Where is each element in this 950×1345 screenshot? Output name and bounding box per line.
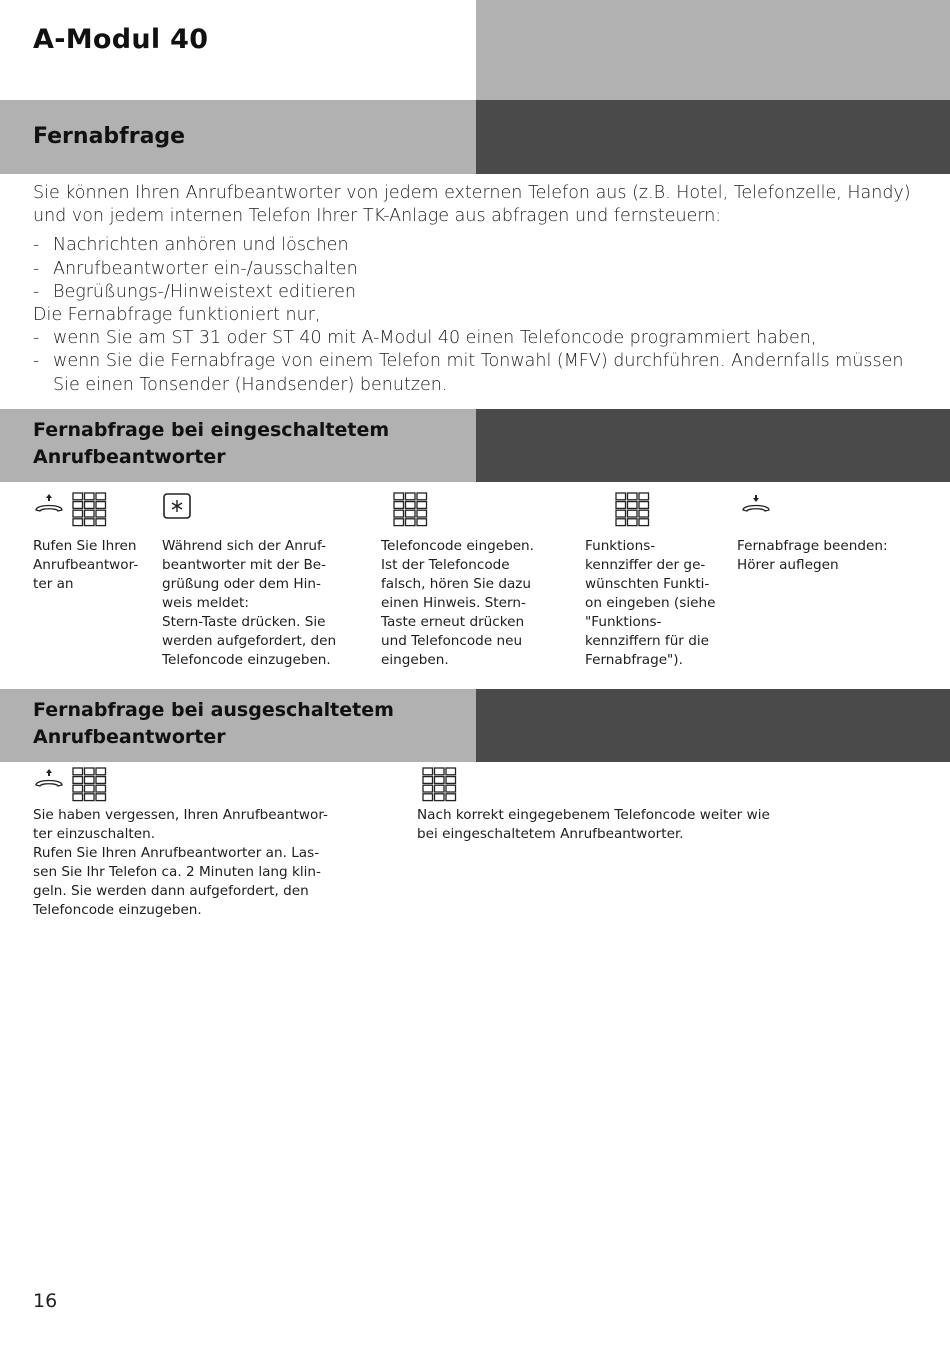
step-text (162, 537, 372, 670)
intro-paragraph: Sie können Ihren Anrufbeantworter von jedem externen Telefon aus (z.B. Hotel, Telefonzelle, Handy) und von jedem internen Telefon Ihrer TK-Anlage aus abfragen und fernsteuern: (33, 183, 911, 227)
list-item: - wenn Sie am ST 31 oder ST 40 mit A-Modul 40 einen Telefoncode programmiert haben, (33, 327, 913, 350)
text-line: Telefoncode einzugeben. (33, 902, 202, 918)
text-line: "Funktions- (585, 614, 662, 630)
condition-lead: Die Fernabfrage funktioniert nur, (33, 305, 321, 326)
heading-line: Fernabfrage bei ausgeschaltetem (33, 699, 394, 721)
handset-lift-icon (34, 493, 64, 517)
text-line: Sie haben vergessen, Ihren Anrufbeantwor- (33, 807, 328, 823)
step-text (585, 537, 735, 670)
text-line: und Telefoncode neu (381, 633, 523, 649)
handset-hangup-icon (741, 493, 771, 517)
heading-line: Anrufbeantworter (33, 726, 226, 748)
text-line: Ist der Telefoncode (381, 557, 510, 573)
text-line: falsch, hören Sie dazu (381, 576, 532, 592)
text-line: Hörer auflegen (737, 557, 839, 573)
step-text (737, 537, 937, 575)
text-line: Funktions- (585, 538, 656, 554)
band-dark-part (476, 409, 950, 482)
keypad-icon (72, 767, 108, 803)
list-item-text: Nachrichten anhören und löschen (53, 235, 349, 256)
text-line: bei eingeschaltetem Anrufbeantworter. (417, 826, 684, 842)
step-text (33, 537, 158, 594)
heading-line: Anrufbeantworter (33, 446, 226, 468)
section-heading-off (33, 697, 394, 751)
text-line: Stern-Taste drücken. Sie (162, 614, 326, 630)
page-number: 16 (33, 1290, 58, 1312)
star-key-icon (163, 493, 191, 519)
text-line: Fernabfrage beenden: (737, 538, 888, 554)
list-item: - wenn Sie die Fernabfrage von einem Telefon mit Tonwahl (MFV) durchführen. Andernfalls müssen Sie einen Tonsender (Handsender) benutzen. (33, 350, 913, 396)
band-dark-part (476, 689, 950, 762)
handset-lift-icon (34, 768, 64, 792)
section-heading-on (33, 417, 389, 471)
text-line: weis meldet: (162, 595, 249, 611)
text-line: Rufen Sie Ihren Anrufbeantworter an. Las- (33, 845, 320, 861)
text-line: wünschten Funkti- (585, 576, 710, 592)
band-dark-part (476, 100, 950, 174)
list-item-text: Anrufbeantworter ein-/ausschalten (53, 258, 358, 279)
text-line: werden aufgefordert, den (162, 633, 337, 649)
list-item: - Anrufbeantworter ein-/ausschalten (33, 258, 913, 281)
header-gray-block (476, 0, 950, 100)
keypad-icon (422, 767, 458, 803)
section-band-fernabfrage (0, 100, 950, 174)
text-line: kennziffer der ge- (585, 557, 706, 573)
text-line: Rufen Sie Ihren (33, 538, 137, 554)
text-line: kennziffern für die (585, 633, 709, 649)
text-line: grüßung oder dem Hin- (162, 576, 321, 592)
section-band-on (0, 409, 950, 482)
list-item-text: wenn Sie die Fernabfrage von einem Telefon mit Tonwahl (MFV) durchführen. Andernfalls müssen Sie einen Tonsender (Handsender) benutzen. (53, 351, 904, 395)
text-line: geln. Sie werden dann aufgefordert, den (33, 883, 309, 899)
text-line: einen Hinweis. Stern- (381, 595, 526, 611)
text-line: Fernabfrage"). (585, 652, 683, 668)
heading-line: Fernabfrage bei eingeschaltetem (33, 419, 390, 441)
keypad-icon (72, 492, 108, 528)
intro-block (33, 182, 913, 397)
page-title: A-Modul 40 (33, 24, 209, 55)
text-line: on eingeben (siehe (585, 595, 716, 611)
text-line: Anrufbeantwor- (33, 557, 139, 573)
text-line: ter einzuschalten. (33, 826, 156, 842)
list-item: - Begrüßungs-/Hinweistext editieren (33, 281, 913, 304)
keypad-icon (393, 492, 429, 528)
page-header (0, 0, 950, 100)
step-text (381, 537, 581, 670)
list-item-text: Begrüßungs-/Hinweistext editieren (53, 281, 357, 302)
text-line: eingeben. (381, 652, 449, 668)
text-line: Während sich der Anruf- (162, 538, 326, 554)
list-item: - Nachrichten anhören und löschen (33, 234, 913, 257)
section-band-off (0, 689, 950, 762)
text-line: Taste erneut drücken (381, 614, 525, 630)
section-heading: Fernabfrage (33, 124, 186, 149)
text-line: sen Sie Ihr Telefon ca. 2 Minuten lang klin- (33, 864, 321, 880)
text-line: Telefoncode einzugeben. (162, 652, 331, 668)
text-line: Telefoncode eingeben. (381, 538, 534, 554)
text-line: ter an (33, 576, 74, 592)
list-item-text: wenn Sie am ST 31 oder ST 40 mit A-Modul 40 einen Telefoncode programmiert haben, (53, 328, 817, 349)
off-left-text (33, 806, 373, 920)
keypad-icon (615, 492, 651, 528)
off-right-text (417, 806, 837, 844)
text-line: Nach korrekt eingegebenem Telefoncode weiter wie (417, 807, 770, 823)
text-line: beantworter mit der Be- (162, 557, 327, 573)
